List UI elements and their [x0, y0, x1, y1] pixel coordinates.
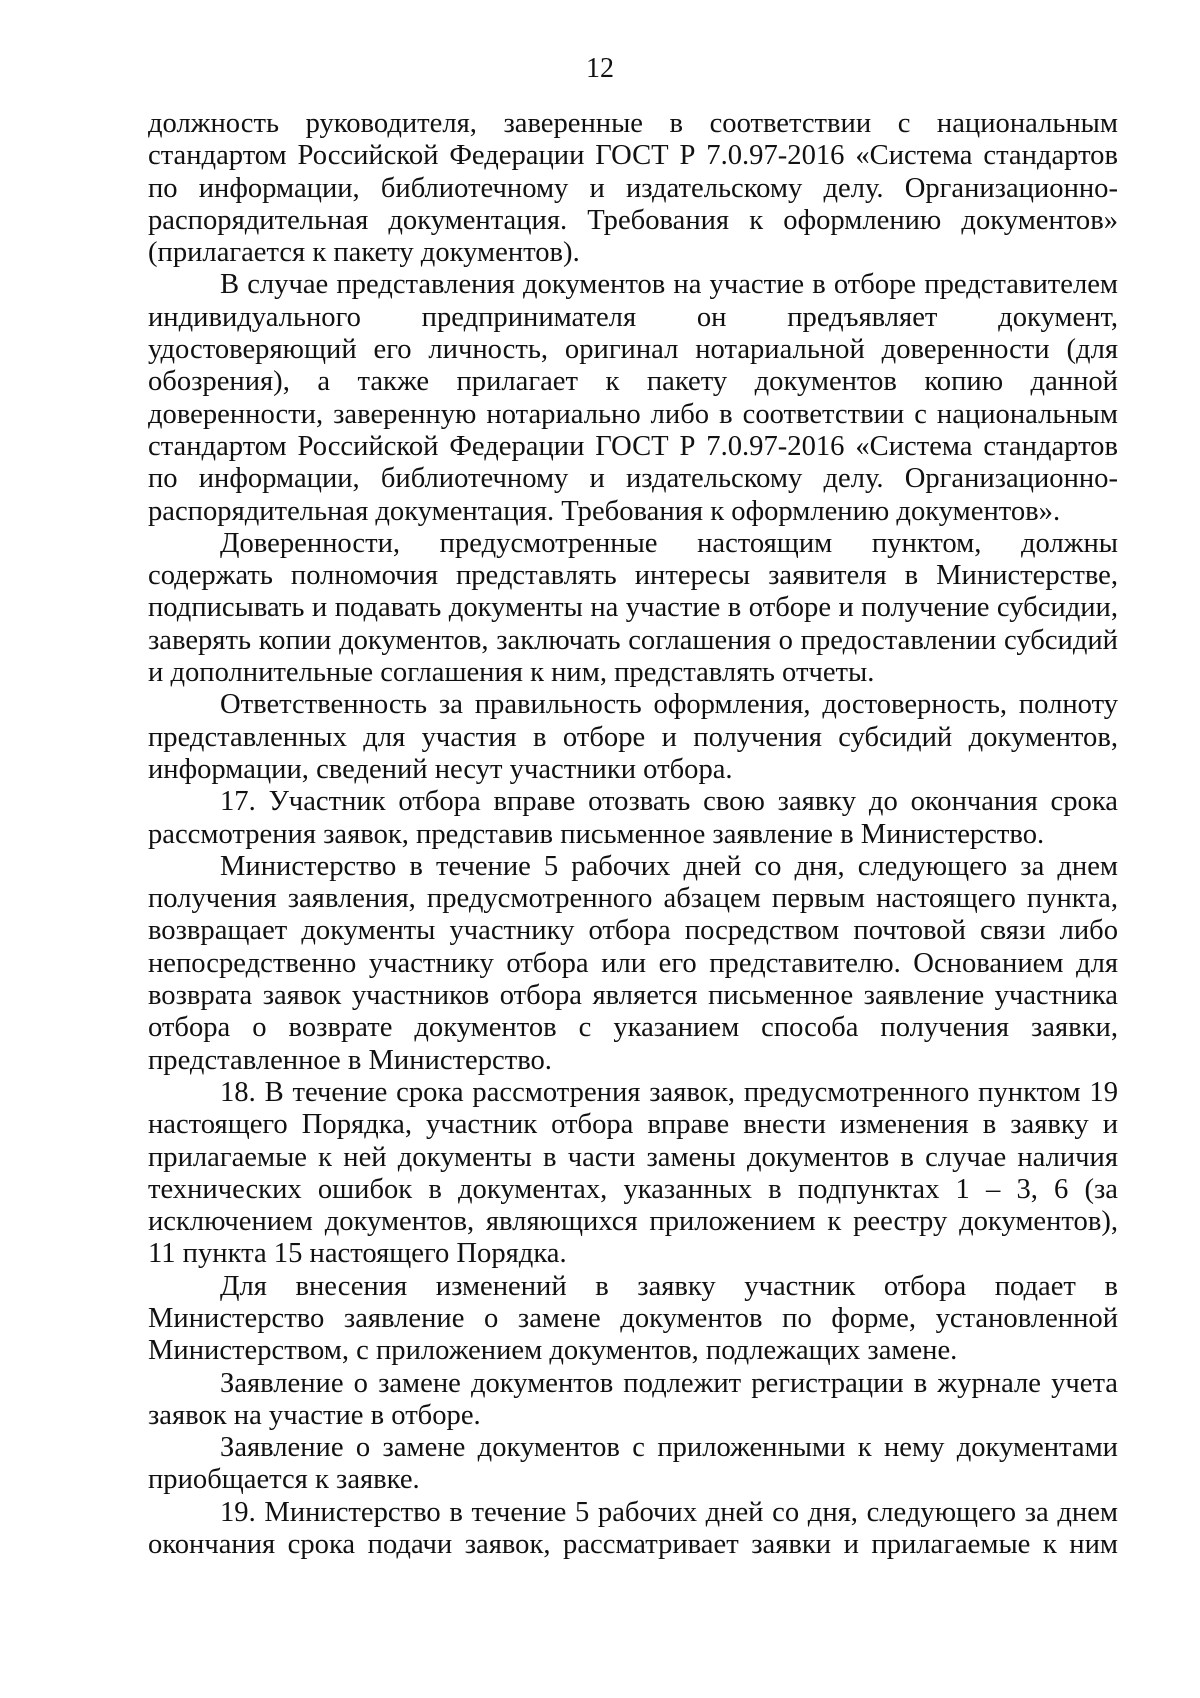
- paragraph-item-18: 18. В течение срока рассмотрения заявок, предусмотренного пунктом 19 настоящего Порядка, участник отбора вправе внести изменения в заявку и прилагаемые к ней документы в части замены документов в случае наличия технических ошибок в документах, указанных в подпунктах 1 – 3, 6 (за исключением документов, являющихся приложением к реестру документов), 11 пункта 15 настоящего Порядка.: [148, 1076, 1118, 1270]
- paragraph-changes-application: Для внесения изменений в заявку участник отбора подает в Министерство заявление о замене документов по форме, установленной Министерством, с приложением документов, подлежащих замене.: [148, 1270, 1118, 1367]
- paragraph-responsibility: Ответственность за правильность оформления, достоверность, полноту представленных для участия в отборе и получения субсидий документов, информации, сведений несут участники отбора.: [148, 689, 1118, 785]
- paragraph-attachment: Заявление о замене документов с приложенными к нему документами приобщается к заявке.: [148, 1432, 1118, 1496]
- document-body: [148, 108, 1118, 1561]
- paragraph-item-17: 17. Участник отбора вправе отозвать свою заявку до окончания срока рассмотрения заявок, представив письменное заявление в Министерство.: [148, 786, 1118, 850]
- paragraph-item-19: 19. Министерство в течение 5 рабочих дней со дня, следующего за днем окончания срока подачи заявок, рассматривает заявки и прилагаемые к ним: [148, 1496, 1118, 1561]
- paragraph-return-of-documents: Министерство в течение 5 рабочих дней со дня, следующего за днем получения заявления, предусмотренного абзацем первым настоящего пункта, возвращает документы участнику отбора посредством почтовой связи либо непосредственно участнику отбора или его представителю. Основанием для возврата заявок участников отбора является письменное заявление участника отбора о возврате документов с указанием способа получения заявки, представленное в Министерство.: [148, 850, 1118, 1076]
- paragraph-representative-documents: В случае представления документов на участие в отборе представителем индивидуального предпринимателя он предъявляет документ, удостоверяющий его личность, оригинал нотариальной доверенности (для обозрения), а также прилагает к пакету документов копию данной доверенности, заверенную нотариально либо в соответствии с национальным стандартом Российской Федерации ГОСТ Р 7.0.97-2016 «Система стандартов по информации, библиотечному и издательскому делу. Организационно-распорядительная документация. Требования к оформлению документов».: [148, 269, 1118, 527]
- paragraph-continuation: должность руководителя, заверенные в соответствии с национальным стандартом Российской Федерации ГОСТ Р 7.0.97-2016 «Система стандартов по информации, библиотечному и издательскому делу. Организационно-распорядительная документация. Требования к оформлению документов» (прилагается к пакету документов).: [148, 108, 1118, 269]
- paragraph-power-of-attorney: Доверенности, предусмотренные настоящим пунктом, должны содержать полномочия представлять интересы заявителя в Министерстве, подписывать и подавать документы на участие в отборе и получение субсидии, заверять копии документов, заключать соглашения о предоставлении субсидий и дополнительные соглашения к ним, представлять отчеты.: [148, 527, 1118, 689]
- page-number: 12: [586, 53, 614, 84]
- paragraph-registration: Заявление о замене документов подлежит регистрации в журнале учета заявок на участие в отборе.: [148, 1367, 1118, 1431]
